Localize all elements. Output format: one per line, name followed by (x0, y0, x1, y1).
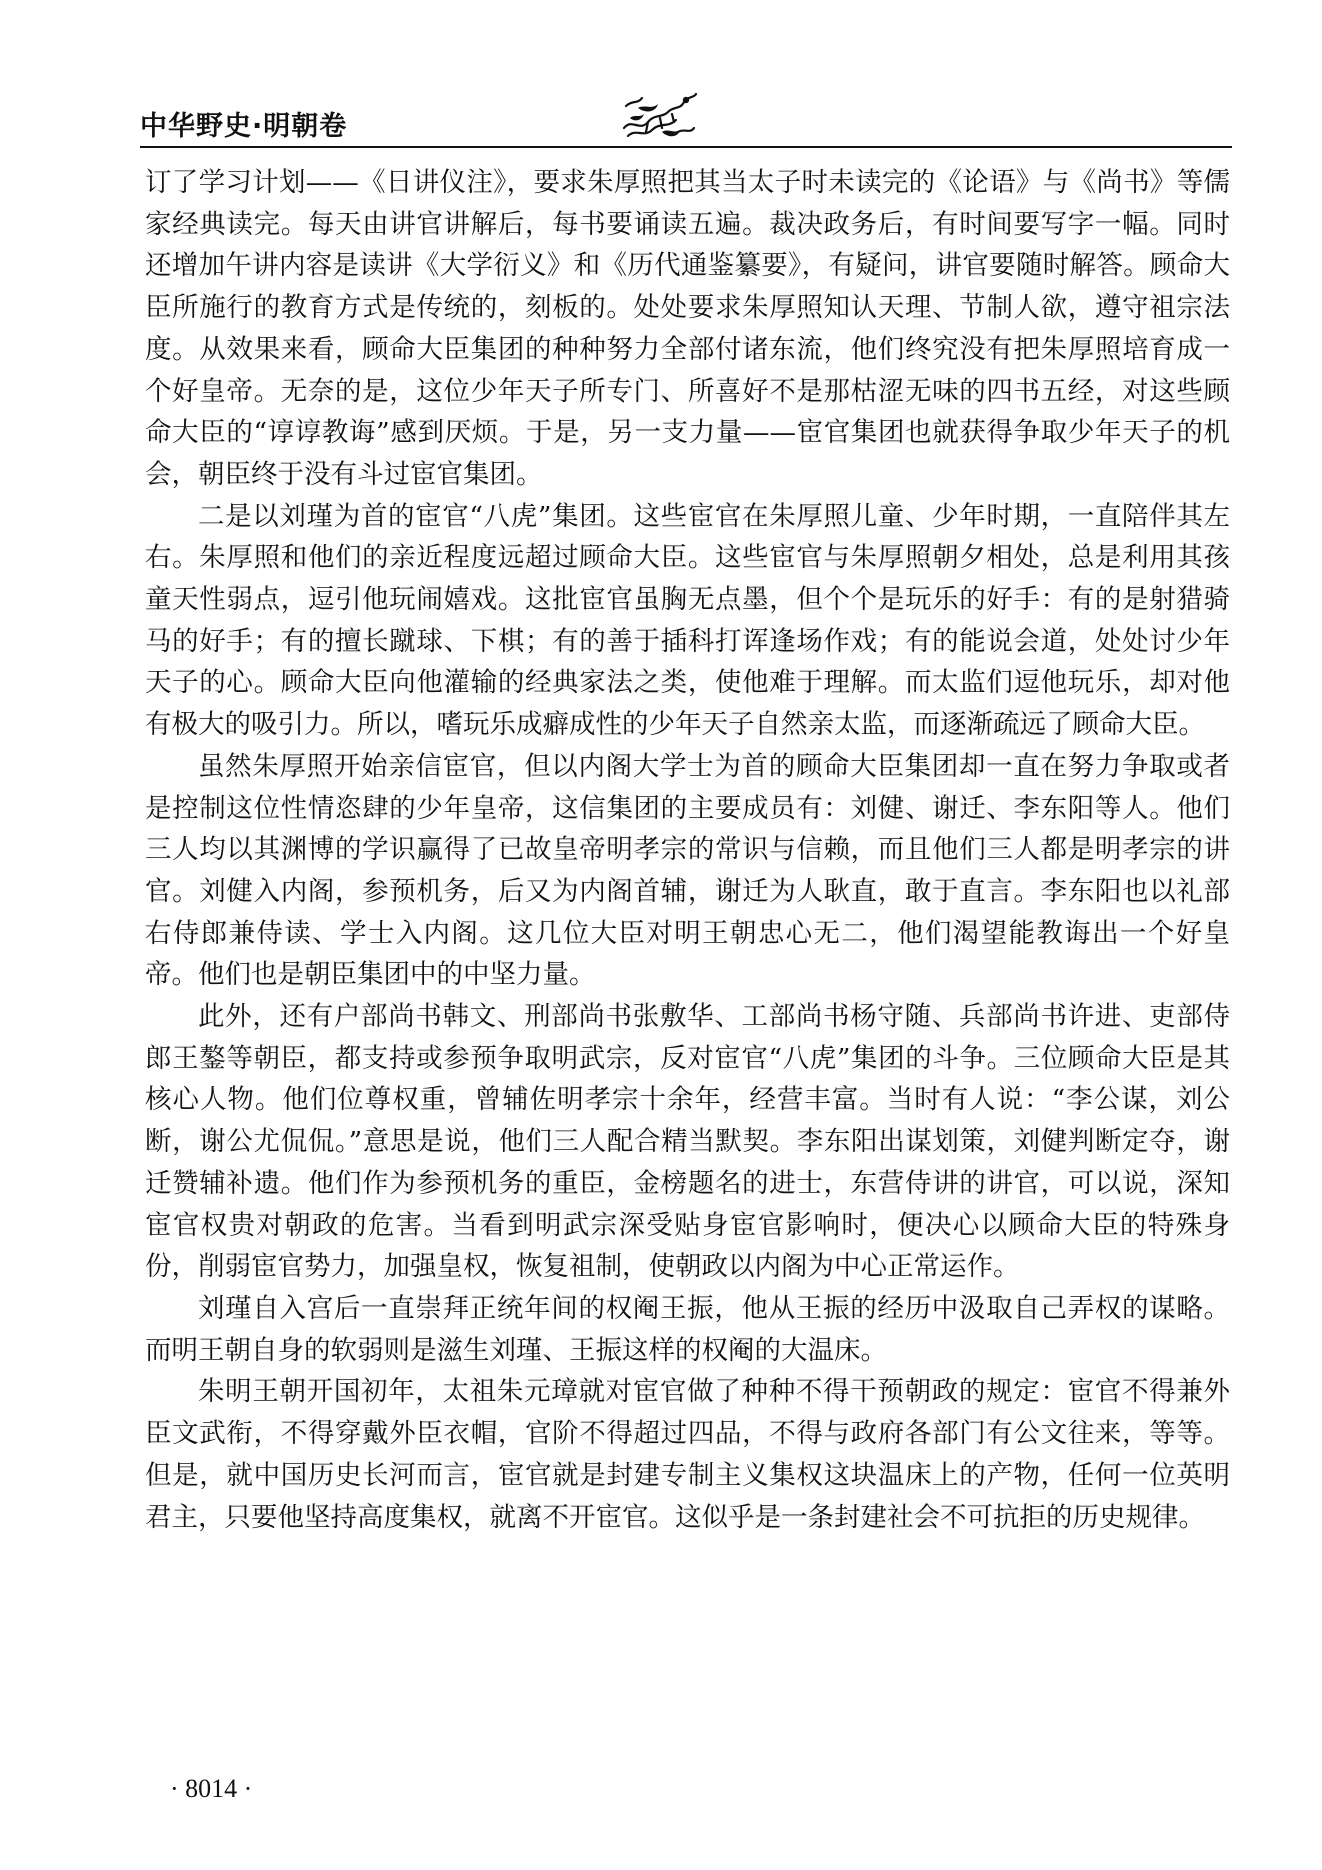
book-title: 中华野史·明朝卷 (140, 111, 348, 142)
paragraph: 二是以刘瑾为首的宦官“八虎”集团。这些宦官在朱厚照儿童、少年时期，一直陪伴其左右。朱厚照和他们的亲近程度远超过顾命大臣。这些宦官与朱厚照朝夕相处，总是利用其孩童天性弱点，逗引他玩闹嬉戏。这批宦官虽胸无点墨，但个个是玩乐的好手：有的是射猎骑马的好手；有的擅长蹴球、下棋；有的善于插科打诨逢场作戏；有的能说会道，处处讨少年天子的心。顾命大臣向他灌输的经典家法之类，使他难于理解。而太监们逗他玩乐，却对他有极大的吸引力。所以，嗜玩乐成癖成性的少年天子自然亲太监，而逐渐疏远了顾命大臣。 (145, 500, 1230, 741)
page-number: · 8014 · (170, 1774, 253, 1803)
paragraph: 刘瑾自入宫后一直崇拜正统年间的权阉王振，他从王振的经历中汲取自己弄权的谋略。而明王朝自身的软弱则是滋生刘瑾、王振这样的权阉的大温床。 (145, 1292, 1230, 1366)
body-text (145, 162, 1230, 1538)
dragon-emblem-icon (618, 88, 700, 146)
paragraph: 虽然朱厚照开始亲信宦官，但以内阁大学士为首的顾命大臣集团却一直在努力争取或者是控制这位性情恣肆的少年皇帝，这信集团的主要成员有：刘健、谢迁、李东阳等人。他们三人均以其渊博的学识赢得了已故皇帝明孝宗的常识与信赖，而且他们三人都是明孝宗的讲官。刘健入内阁，参预机务，后又为内阁首辅，谢迁为人耿直，敢于直言。李东阳也以礼部右侍郎兼侍读、学士入内阁。这几位大臣对明王朝忠心无二，他们渴望能教诲出一个好皇帝。他们也是朝臣集团中的中坚力量。 (145, 750, 1230, 991)
paragraph: 此外，还有户部尚书韩文、刑部尚书张敷华、工部尚书杨守随、兵部尚书许进、吏部侍郎王鏊等朝臣，都支持或参预争取明武宗，反对宦官“八虎”集团的斗争。三位顾命大臣是其核心人物。他们位尊权重，曾辅佐明孝宗十余年，经营丰富。当时有人说：“李公谋，刘公断，谢公尤侃侃。”意思是说，他们三人配合精当默契。李东阳出谋划策，刘健判断定夺，谢迁赞辅补遗。他们作为参预机务的重臣，金榜题名的进士，东营侍讲的讲官，可以说，深知宦官权贵对朝政的危害。当看到明武宗深受贴身宦官影响时，便决心以顾命大臣的特殊身份，削弱宦官势力，加强皇权，恢复祖制，使朝政以内阁为中心正常运作。 (145, 1001, 1230, 1283)
running-header (140, 88, 1232, 148)
header-rule (140, 146, 1232, 148)
paragraph: 朱明王朝开国初年，太祖朱元璋就对宦官做了种种不得干预朝政的规定：宦官不得兼外臣文武衔，不得穿戴外臣衣帽，官阶不得超过四品，不得与政府各部门有公文往来，等等。但是，就中国历史长河而言，宦官就是封建专制主义集权这块温床上的产物，任何一位英明君主，只要他坚持高度集权，就离不开宦官。这似乎是一条封建社会不可抗拒的历史规律。 (145, 1376, 1230, 1533)
paragraph-continued: 订了学习计划——《日讲仪注》，要求朱厚照把其当太子时未读完的《论语》与《尚书》等儒家经典读完。每天由讲官讲解后，每书要诵读五遍。裁决政务后，有时间要写字一幅。同时还增加午讲内容是读讲《大学衍义》和《历代通鉴纂要》，有疑问，讲官要随时解答。顾命大臣所施行的教育方式是传统的，刻板的。处处要求朱厚照知认天理、节制人欲，遵守祖宗法度。从效果来看，顾命大臣集团的种种努力全部付诸东流，他们终究没有把朱厚照培育成一个好皇帝。无奈的是，这位少年天子所专门、所喜好不是那枯涩无味的四书五经，对这些顾命大臣的“谆谆教诲”感到厌烦。于是，另一支力量——宦官集团也就获得争取少年天子的机会，朝臣终于没有斗过宦官集团。 (145, 167, 1230, 490)
